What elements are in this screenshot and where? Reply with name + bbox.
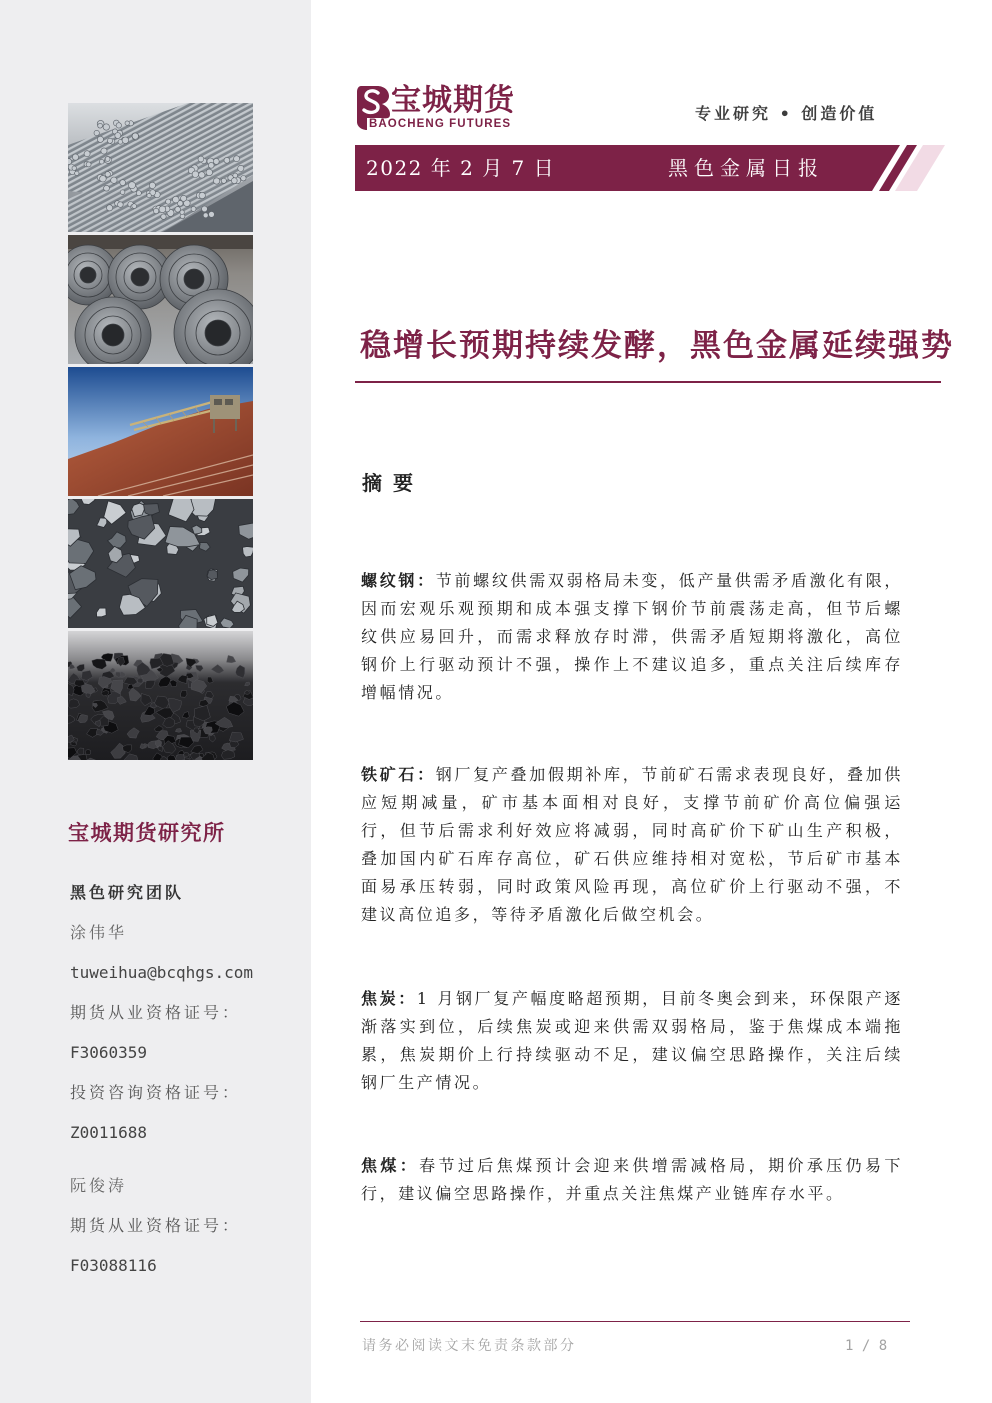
section-text: 钢厂复产叠加假期补库，节前矿石需求表现良好，叠加供 [435, 765, 903, 784]
section-line: 纹供应易回升，而需求释放存时滞，供需矛盾短期将激化，高位 [361, 627, 903, 646]
section-line [361, 567, 903, 595]
institute-name: 宝城期货研究所 [68, 821, 226, 845]
logo-name-en: BAOCHENG FUTURES [369, 118, 512, 130]
section-label: 铁矿石： [361, 765, 436, 784]
section-line: 行，建议偏空思路操作，并重点关注焦煤产业链库存水平。 [361, 1184, 845, 1203]
section-coking-coal [361, 1152, 903, 1208]
section-line: 应短期减量，矿市基本面相对良好，支撑节前矿价高位偏强运 [361, 793, 903, 812]
section-label: 焦煤： [361, 1156, 420, 1175]
section-coke [361, 985, 903, 1097]
section-line: 钢价上行驱动预计不强，操作上不建议追多，重点关注后续库存 [361, 655, 903, 674]
footer-disclaimer: 请务必阅读文末免责条款部分 [362, 1338, 577, 1354]
page-number: 1 / 8 [845, 1338, 888, 1354]
futures-cert-number: F3060359 [70, 1043, 148, 1062]
section-line [361, 761, 903, 789]
team-name: 黑色研究团队 [70, 883, 185, 902]
section-label: 螺纹钢： [361, 571, 436, 590]
section-text: 春节过后焦煤预计会迎来供增需减格局，期价承压仍易下 [419, 1156, 903, 1175]
analyst-list [70, 873, 300, 1286]
section-iron-ore [361, 761, 903, 929]
section-line [361, 985, 903, 1013]
sidebar [0, 0, 311, 1403]
section-line: 增幅情况。 [361, 683, 455, 702]
section-text: 节前螺纹供需双弱格局未变，低产量供需矛盾激化有限， [435, 571, 903, 590]
iron-ore-photo [68, 367, 253, 496]
futures-cert-label: 期货从业资格证号： [70, 1216, 242, 1235]
section-line [361, 1152, 903, 1180]
title-divider [355, 381, 941, 383]
section-line: 累，焦炭期价上行持续驱动不足，建议偏空思路操作，关注后续 [361, 1045, 903, 1064]
report-type: 黑色金属日报 [668, 156, 824, 180]
report-title: 稳增长预期持续发酵，黑色金属延续强势 [360, 328, 954, 364]
futures-cert-number: F03088116 [70, 1256, 157, 1275]
slogan: 专业研究 • 创造价值 [695, 104, 878, 123]
summary-heading: 摘 要 [362, 471, 415, 495]
section-rebar [361, 567, 903, 707]
analyst-name: 阮俊涛 [70, 1176, 128, 1195]
section-line: 叠加国内矿石库存高位，矿石供应维持相对宽松，节后矿市基本 [361, 849, 903, 868]
photo-strip [68, 103, 253, 760]
rebar-photo [68, 103, 253, 232]
ore-chunks-photo [68, 499, 253, 628]
report-date: 2022 年 2 月 7 日 [366, 156, 556, 180]
section-line: 建议高位追多，等待矛盾激化后做空机会。 [361, 905, 715, 924]
analyst-email: tuweihua@bcqhgs.com [70, 963, 254, 982]
advisory-cert-number: Z0011688 [70, 1123, 148, 1142]
footer-divider [360, 1321, 910, 1322]
logo-name-cn: 宝城期货 [391, 83, 515, 118]
section-line: 面易承压转弱，同时政策风险再现，高位矿价上行驱动不强，不 [361, 877, 903, 896]
section-line: 钢厂生产情况。 [361, 1073, 492, 1092]
section-line: 行，但节后需求利好效应将减弱，同时高矿价下矿山生产积极， [361, 821, 903, 840]
section-line: 渐落实到位，后续焦炭或迎来供需双弱格局，鉴于焦煤成本端拖 [361, 1017, 903, 1036]
section-label: 焦炭： [361, 989, 417, 1008]
analyst-name: 涂伟华 [70, 923, 128, 942]
coke-photo [68, 631, 253, 760]
steel-coil-photo [68, 235, 253, 364]
futures-cert-label: 期货从业资格证号： [70, 1003, 242, 1022]
section-line: 因而宏观乐观预期和成本强支撑下钢价节前震荡走高，但节后螺 [361, 599, 903, 618]
advisory-cert-label: 投资咨询资格证号： [70, 1083, 242, 1102]
section-text: 1 月钢厂复产幅度略超预期，目前冬奥会到来，环保限产逐 [416, 989, 903, 1008]
